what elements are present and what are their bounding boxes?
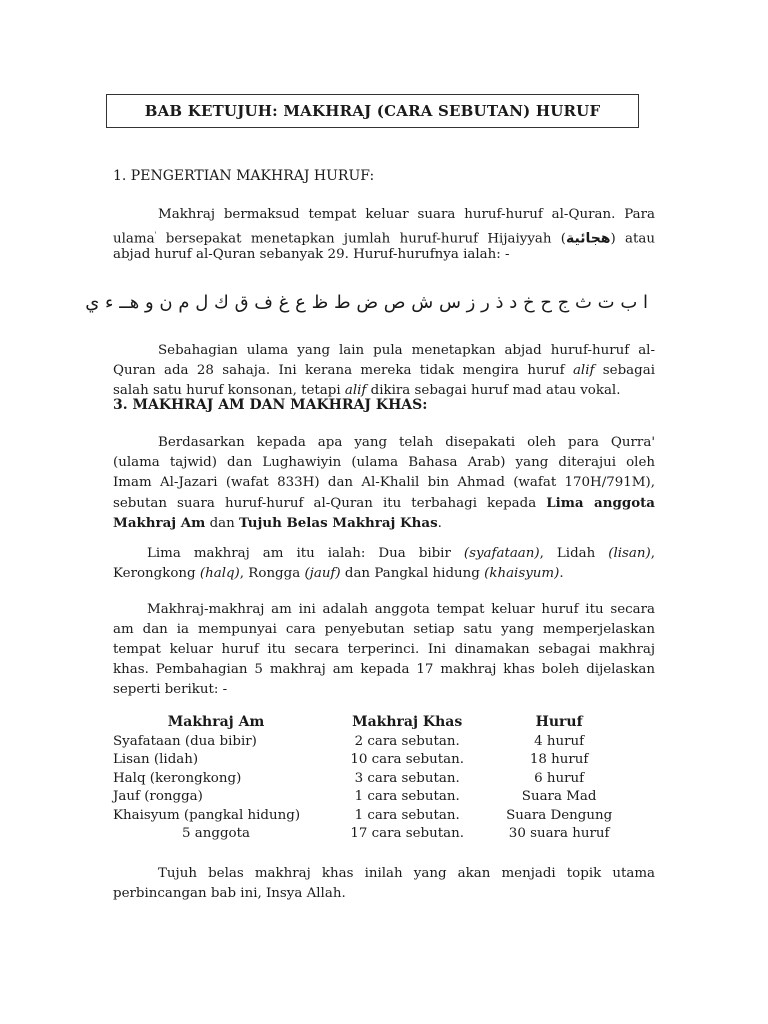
table-cell: 3 cara sebutan. <box>354 770 460 786</box>
paragraph-line: abjad huruf al-Quran sebanyak 29. Huruf-hurufnya ialah: - <box>113 247 510 262</box>
paragraph-line: Quran ada 28 sahaja. Ini kerana mereka tidak mengira huruf alif sebagai <box>113 363 655 378</box>
table-cell: Suara Dengung <box>506 807 613 823</box>
table-cell: 18 huruf <box>529 752 589 768</box>
table-row <box>113 751 623 770</box>
paragraph-line: Lima makhraj am itu ialah: Dua bibir (syafataan), Lidah (lisan), <box>147 546 656 561</box>
paragraph-makhraj-basis <box>113 433 655 533</box>
table-row <box>113 732 623 751</box>
table-cell: Lisan (lidah) <box>113 752 199 768</box>
chapter-title: BAB KETUJUH: MAKHRAJ (CARA SEBUTAN) HURUF <box>106 94 639 128</box>
paragraph-line: tempat keluar huruf itu secara terperinci. Ini dinamakan sebagai makhraj <box>113 642 655 657</box>
table-cell: Khaisyum (pangkal hidung) <box>113 807 301 823</box>
table-cell: 17 cara sebutan. <box>350 826 464 842</box>
table-cell: Halq (kerongkong) <box>113 770 242 786</box>
table-cell: 1 cara sebutan. <box>354 807 460 823</box>
table-header: Makhraj Khas <box>352 714 463 730</box>
paragraph-makhraj-details <box>113 600 655 700</box>
table-cell: Syafataan (dua bibir) <box>113 733 257 749</box>
makhraj-table <box>113 712 623 843</box>
section-heading-1: 1. PENGERTIAN MAKHRAJ HURUF: <box>113 168 375 184</box>
table-cell: 1 cara sebutan. <box>354 789 460 805</box>
paragraph-line: Berdasarkan kepada apa yang telah disepakati oleh para Qurra' <box>158 435 655 450</box>
paragraph-five-makhraj <box>113 544 655 584</box>
table-header-row <box>113 712 623 732</box>
paragraph-line: Imam Al-Jazari (wafat 833H) dan Al-Khalil bin Ahmad (wafat 170H/791M), <box>113 475 655 490</box>
paragraph-line: Sebahagian ulama yang lain pula menetapkan abjad huruf-huruf al- <box>158 343 655 358</box>
table-cell: 6 huruf <box>534 770 585 786</box>
table-header: Makhraj Am <box>167 714 265 730</box>
paragraph-line: khas. Pembahagian 5 makhraj am kepada 17 makhraj khas boleh dijelaskan <box>113 662 655 677</box>
table-header: Huruf <box>535 714 583 730</box>
paragraph-line: Kerongkong (halq), Rongga (jauf) dan Pangkal hidung (khaisyum). <box>113 566 564 581</box>
paragraph-line: am dan ia mempunyai cara penyebutan setiap satu yang memperjelaskan <box>113 622 655 637</box>
table-cell: 4 huruf <box>534 733 585 749</box>
section-heading-3: 3. MAKHRAJ AM DAN MAKHRAJ KHAS: <box>113 397 428 413</box>
table-cell: 5 anggota <box>182 826 250 842</box>
paragraph-line: seperti berikut: - <box>113 682 228 697</box>
table-cell: 10 cara sebutan. <box>350 752 464 768</box>
table-cell: 2 cara sebutan. <box>354 733 460 749</box>
paragraph-line: Tujuh belas makhraj khas inilah yang akan menjadi topik utama <box>158 866 655 881</box>
paragraph-line: Makhraj bermaksud tempat keluar suara huruf-huruf al-Quran. Para <box>158 207 655 222</box>
paragraph-closing <box>113 864 655 904</box>
paragraph-line: ulama' bersepakat menetapkan jumlah huruf-huruf Hijaiyyah (هجائية) atau <box>113 230 655 247</box>
table-cell: Jauf (rongga) <box>113 789 203 805</box>
paragraph-definition <box>113 205 655 265</box>
table-cell: 30 suara huruf <box>508 826 610 842</box>
arabic-alphabet: ا ب ت ث ج ح خ د ذ ر ز س ش ص ض ط ظ ع غ ف ق ك ل م ن و هــ ء ي <box>85 292 648 313</box>
arabic-word-hijaiyyah: هجائية <box>566 230 611 247</box>
paragraph-line: Makhraj Am dan Tujuh Belas Makhraj Khas. <box>113 515 442 531</box>
table-row <box>113 806 623 825</box>
table-cell: Suara Mad <box>521 789 597 805</box>
paragraph-line: (ulama tajwid) dan Lughawiyin (ulama Bahasa Arab) yang diterajui oleh <box>113 455 655 470</box>
paragraph-line: perbincangan bab ini, Insya Allah. <box>113 886 346 901</box>
paragraph-28-letters <box>113 341 655 401</box>
paragraph-line: sebutan suara huruf-huruf al-Quran itu terbahagi kepada Lima anggota <box>113 495 655 511</box>
table-row <box>113 769 623 788</box>
table-row <box>113 825 623 844</box>
paragraph-line: Makhraj-makhraj am ini adalah anggota tempat keluar huruf itu secara <box>147 602 655 617</box>
paragraph-line: salah satu huruf konsonan, tetapi alif dikira sebagai huruf mad atau vokal. <box>113 383 621 398</box>
table-row <box>113 788 623 807</box>
